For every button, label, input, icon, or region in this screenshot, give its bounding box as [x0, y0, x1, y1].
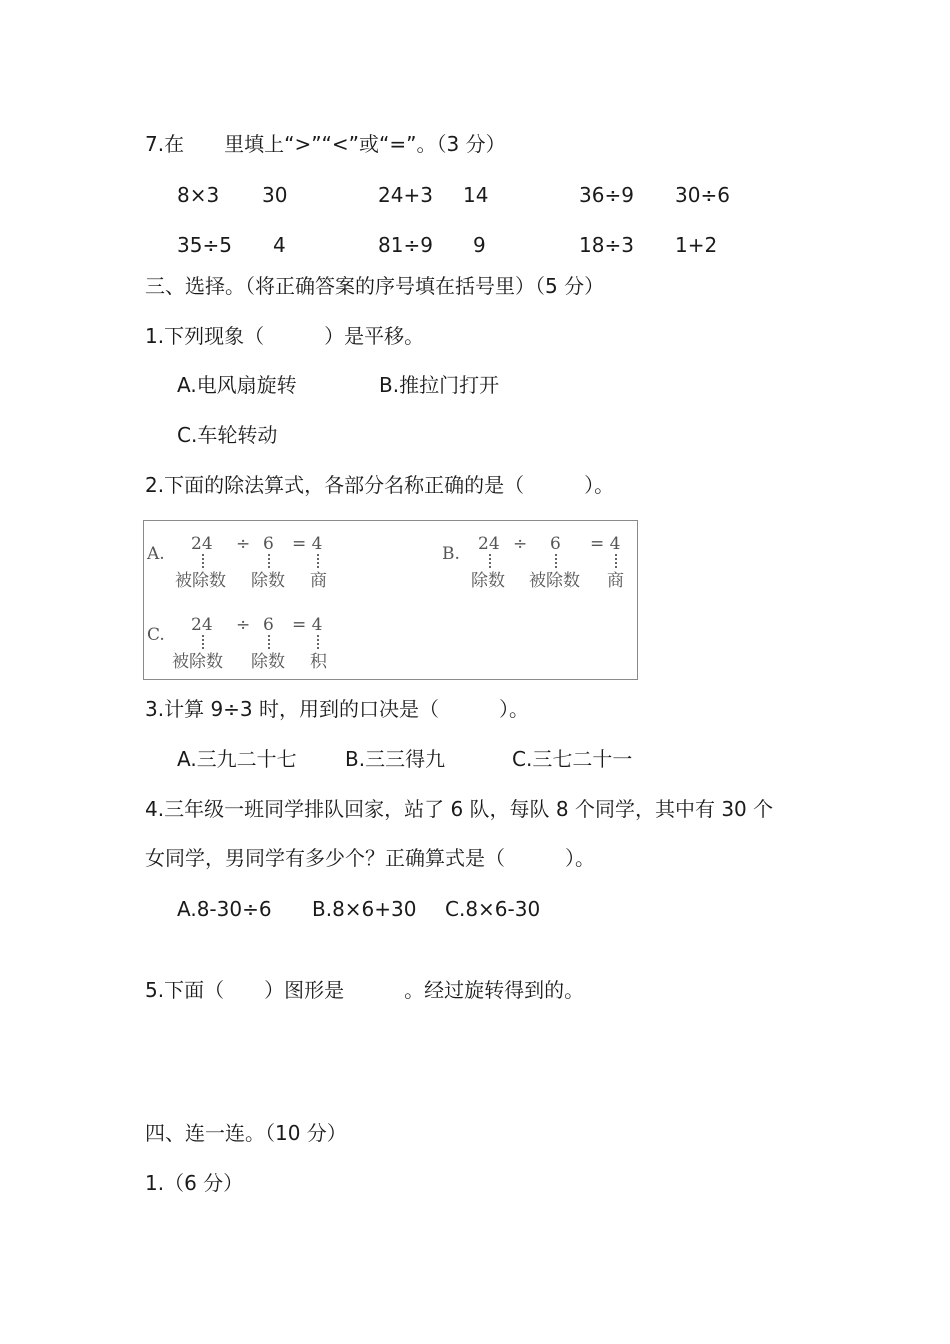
- q3-option-c: C.三七二十一: [512, 747, 633, 771]
- q3-stem: 3.计算 9÷3 时，用到的口决是（ ）。: [145, 697, 530, 721]
- fig-b-connector: [555, 554, 557, 568]
- fig-a-name-divisor: 除数: [251, 571, 285, 591]
- q7-r1-c3-left: 36÷9: [579, 183, 634, 207]
- fig-a-result: = 4: [292, 534, 323, 554]
- q7-r2-c2-right: 9: [473, 233, 486, 257]
- fig-a-connector: [202, 554, 204, 568]
- q4-stem-line1: 4.三年级一班同学排队回家，站了 6 队，每队 8 个同学，其中有 30 个: [145, 797, 774, 821]
- q7-r2-c3-left: 18÷3: [579, 233, 634, 257]
- q7-r1-c1-right: 30: [262, 183, 288, 207]
- q4-option-c: C.8×6-30: [445, 897, 541, 921]
- fig-c-divisor-value: 6: [263, 615, 274, 635]
- fig-label-b: B.: [442, 544, 460, 564]
- q1-stem: 1.下列现象（ ）是平移。: [145, 324, 425, 348]
- fig-b-dividend-value: 24: [478, 534, 500, 554]
- section3-heading: 三、选择。（将正确答案的序号填在括号里）（5 分）: [145, 274, 605, 298]
- fig-c-name-dividend: 被除数: [172, 652, 223, 672]
- q3-option-b: B.三三得九: [345, 747, 446, 771]
- q2-stem: 2.下面的除法算式，各部分名称正确的是（ ）。: [145, 473, 615, 497]
- q3-option-a: A.三九二十七: [177, 747, 297, 771]
- fig-a-name-quotient: 商: [310, 571, 327, 591]
- q4-option-a: A.8-30÷6: [177, 897, 272, 921]
- q7-r2-c1-left: 35÷5: [177, 233, 232, 257]
- section4-heading: 四、连一连。（10 分）: [145, 1121, 347, 1145]
- fig-a-connector: [268, 554, 270, 568]
- fig-c-connector: [268, 635, 270, 649]
- fig-a-dividend-value: 24: [191, 534, 213, 554]
- fig-a-name-dividend: 被除数: [175, 571, 226, 591]
- q7-r1-c1-left: 8×3: [177, 183, 220, 207]
- q1-option-b: B.推拉门打开: [379, 373, 500, 397]
- q7-title: 7.在 里填上“>”“<”或“=”。（3 分）: [145, 132, 506, 156]
- q4-option-b: B.8×6+30: [312, 897, 417, 921]
- fig-a-connector: [317, 554, 319, 568]
- q4-stem-line2: 女同学，男同学有多少个？正确算式是（ ）。: [145, 846, 595, 870]
- fig-a-divisor-value: 6: [263, 534, 274, 554]
- fig-b-name-divisor: 除数: [471, 571, 505, 591]
- q1-option-c: C.车轮转动: [177, 423, 278, 447]
- division-parts-figure: [143, 520, 638, 680]
- fig-b-name-quotient: 商: [607, 571, 624, 591]
- fig-c-result: = 4: [292, 615, 323, 635]
- fig-c-connector: [317, 635, 319, 649]
- fig-label-a: A.: [147, 544, 165, 564]
- fig-b-divide-sign: ÷: [513, 534, 528, 554]
- q7-r2-c1-right: 4: [273, 233, 286, 257]
- fig-b-name-dividend: 被除数: [529, 571, 580, 591]
- fig-b-connector: [489, 554, 491, 568]
- fig-b-result: = 4: [590, 534, 621, 554]
- fig-c-name-product: 积: [310, 652, 327, 672]
- fig-b-connector: [615, 554, 617, 568]
- fig-b-divisor-value: 6: [550, 534, 561, 554]
- fig-a-divide-sign: ÷: [236, 534, 251, 554]
- q7-r2-c3-right: 1+2: [675, 233, 718, 257]
- q7-r1-c2-right: 14: [463, 183, 489, 207]
- q5-stem: 5.下面（ ）图形是 。经过旋转得到的。: [145, 978, 585, 1002]
- fig-c-dividend-value: 24: [191, 615, 213, 635]
- fig-c-connector: [202, 635, 204, 649]
- q7-r1-c2-left: 24+3: [378, 183, 433, 207]
- fig-label-c: C.: [147, 625, 165, 645]
- q7-r1-c3-right: 30÷6: [675, 183, 730, 207]
- fig-c-divide-sign: ÷: [236, 615, 251, 635]
- q7-r2-c2-left: 81÷9: [378, 233, 433, 257]
- fig-c-name-divisor: 除数: [251, 652, 285, 672]
- section4-q1: 1.（6 分）: [145, 1171, 244, 1195]
- q1-option-a: A.电风扇旋转: [177, 373, 297, 397]
